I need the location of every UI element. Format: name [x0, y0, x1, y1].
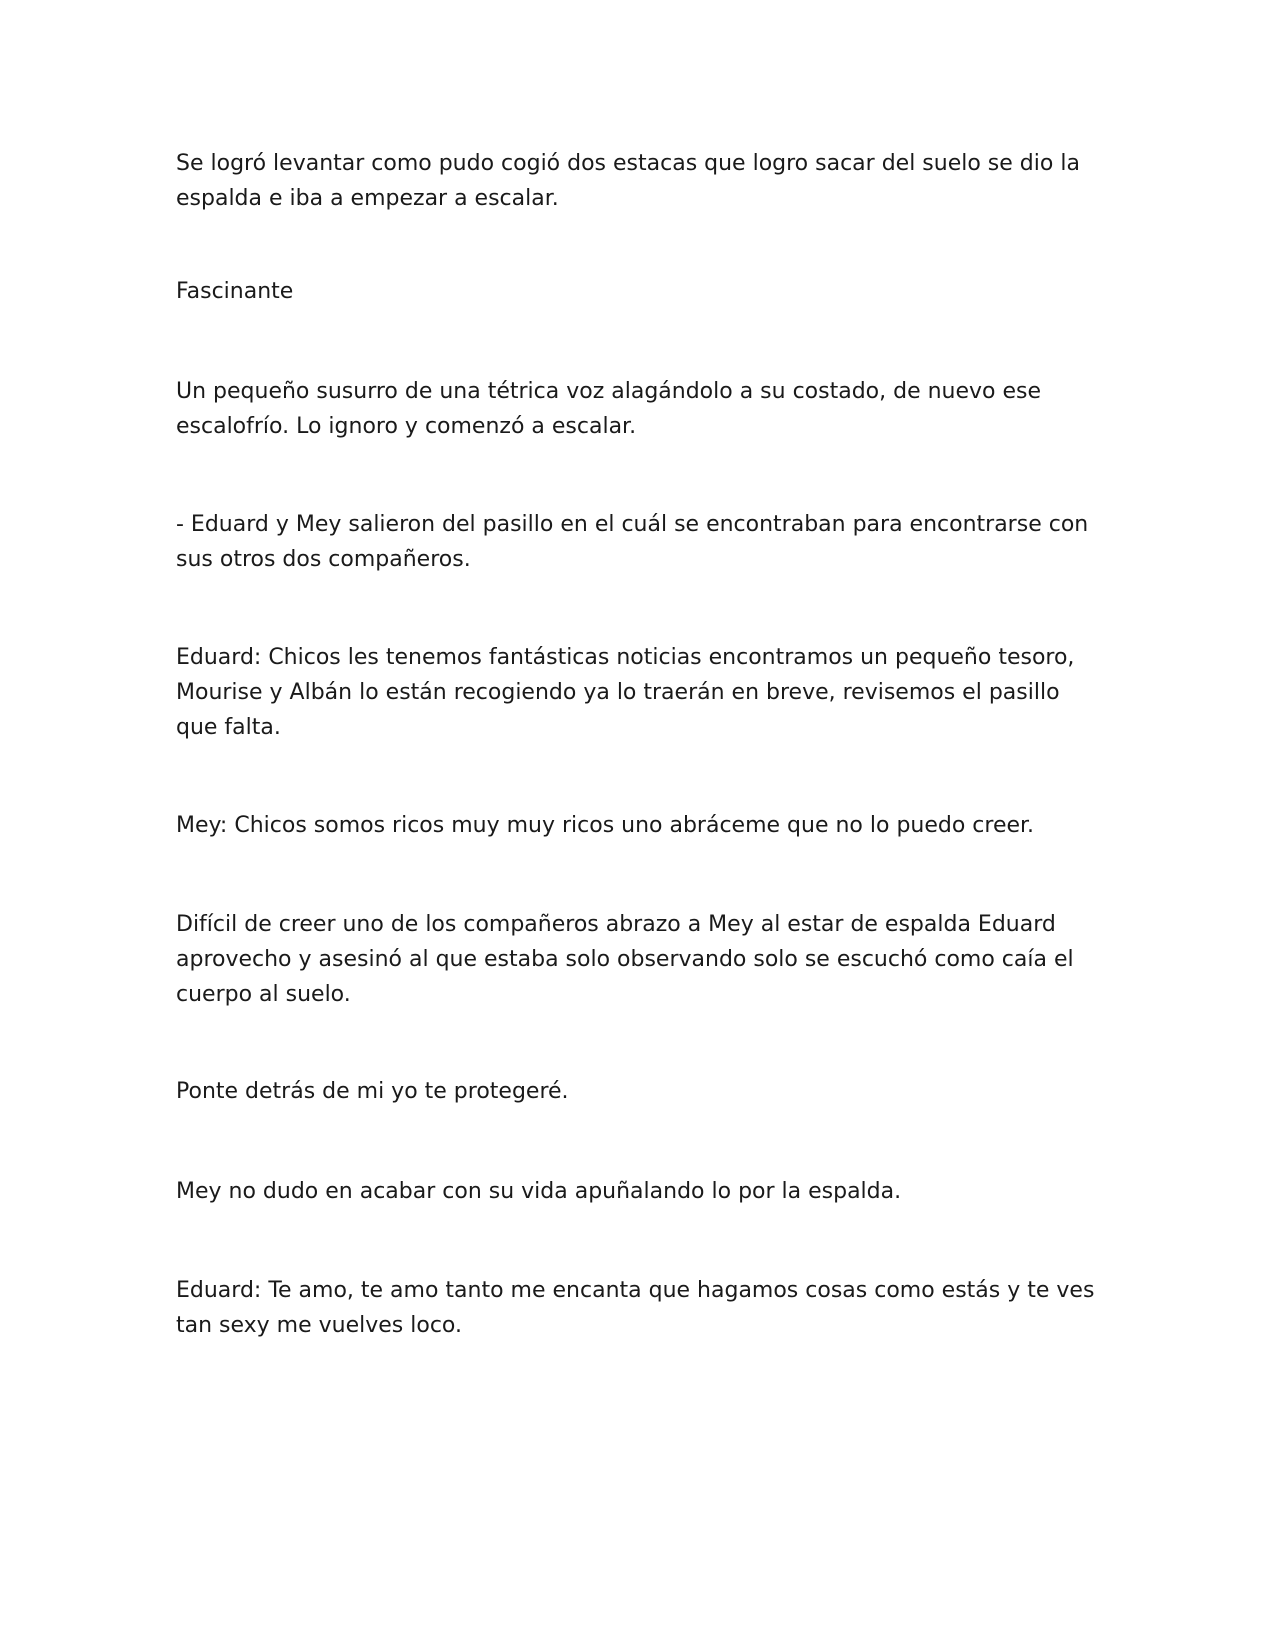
paragraph-3: Un pequeño susurro de una tétrica voz alagándolo a su costado, de nuevo ese escalofrío. Lo ignoro y comenzó a escalar. — [176, 379, 1042, 439]
paragraph-6: Mey: Chicos somos ricos muy muy ricos uno abráceme que no lo puedo creer. — [176, 813, 1035, 838]
paragraph-4: - Eduard y Mey salieron del pasillo en el cuál se encontraban para encontrarse con sus otros dos compañeros. — [176, 512, 1089, 572]
paragraph-10: Eduard: Te amo, te amo tanto me encanta que hagamos cosas como estás y te ves tan sexy me vuelves loco. — [176, 1278, 1095, 1338]
paragraph-2: Fascinante — [176, 279, 294, 304]
paragraph-5: Eduard: Chicos les tenemos fantásticas noticias encontramos un pequeño tesoro, Mourise y Albán lo están recogiendo ya lo traerán en breve, revisemos el pasillo que falta. — [176, 645, 1075, 740]
paragraph-1: Se logró levantar como pudo cogió dos estacas que logro sacar del suelo se dio la espalda e iba a empezar a escalar. — [176, 151, 1080, 211]
paragraph-9: Mey no dudo en acabar con su vida apuñalando lo por la espalda. — [176, 1179, 902, 1204]
paragraph-8: Ponte detrás de mi yo te protegeré. — [176, 1079, 569, 1104]
paragraph-7: Difícil de creer uno de los compañeros abrazo a Mey al estar de espalda Eduard aprovecho y asesinó al que estaba solo observando solo se escuchó como caía el cuerpo al suelo. — [176, 912, 1074, 1007]
